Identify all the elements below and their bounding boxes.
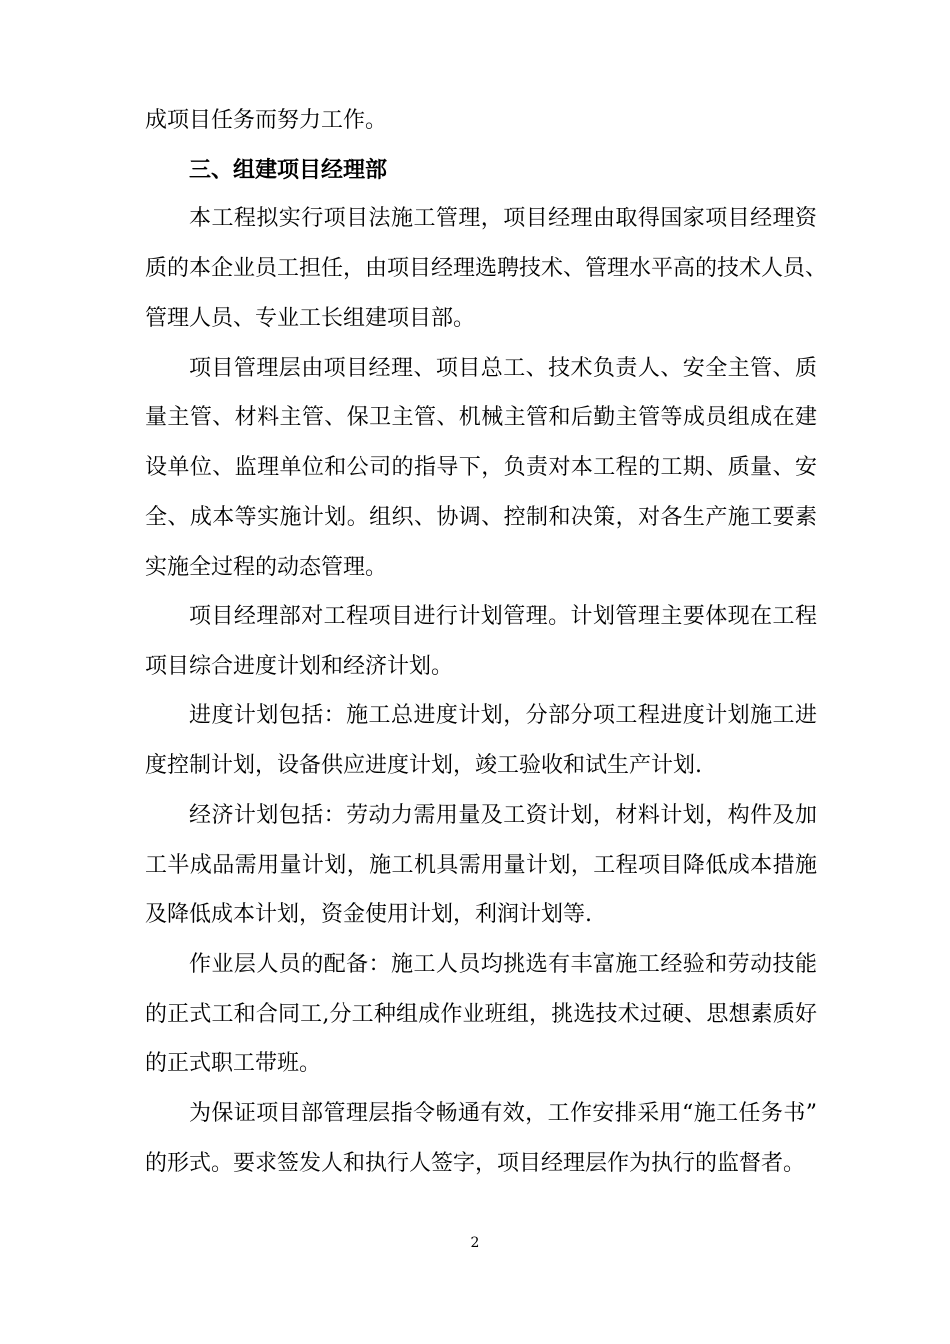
paragraph-line: 成项目任务而努力工作。	[145, 108, 388, 133]
paragraph-line: 质的本企业员工担任，由项目经理选聘技术、管理水平高的技术人员、	[145, 256, 828, 281]
paragraph-line: 经济计划包括：劳动力需用量及工资计划，材料计划，构件及加	[189, 803, 817, 828]
paragraph-line: 量主管、材料主管、保卫主管、机械主管和后勤主管等成员组成在建	[145, 405, 817, 430]
paragraph-line: 实施全过程的动态管理。	[145, 555, 388, 580]
paragraph-line: 项目经理部对工程项目进行计划管理。计划管理主要体现在工程	[189, 604, 817, 629]
paragraph-line: 作业层人员的配备：施工人员均挑选有丰富施工经验和劳动技能	[189, 952, 817, 977]
paragraph-line: 为保证项目部管理层指令畅通有效，工作安排采用“施工任务书”	[189, 1101, 817, 1126]
section-heading: 三、组建项目经理部	[189, 157, 388, 183]
paragraph-line: 设单位、监理单位和公司的指导下，负责对本工程的工期、质量、安	[145, 455, 817, 480]
paragraph-line: 项目管理层由项目经理、项目总工、技术负责人、安全主管、质	[189, 356, 817, 381]
paragraph-line: 项目综合进度计划和经济计划。	[145, 654, 454, 679]
paragraph-line: 进度计划包括：施工总进度计划，分部分项工程进度计划施工进	[189, 703, 817, 728]
paragraph-line: 的正式职工带班。	[145, 1051, 322, 1076]
page-number: 2	[470, 1235, 480, 1251]
paragraph-line: 本工程拟实行项目法施工管理，项目经理由取得国家项目经理资	[189, 206, 817, 231]
paragraph-line: 管理人员、专业工长组建项目部。	[145, 306, 476, 331]
paragraph-line: 度控制计划，设备供应进度计划，竣工验收和试生产计划.	[145, 753, 702, 778]
paragraph-line: 的正式工和合同工,分工种组成作业班组，挑选技术过硬、思想素质好	[145, 1002, 817, 1027]
paragraph-line: 工半成品需用量计划，施工机具需用量计划，工程项目降低成本措施	[145, 853, 817, 878]
paragraph-line: 及降低成本计划，资金使用计划，利润计划等.	[145, 902, 592, 927]
paragraph-line: 全、成本等实施计划。组织、协调、控制和决策，对各生产施工要素	[145, 505, 817, 530]
paragraph-line: 的形式。要求签发人和执行人签字，项目经理层作为执行的监督者。	[145, 1151, 806, 1176]
